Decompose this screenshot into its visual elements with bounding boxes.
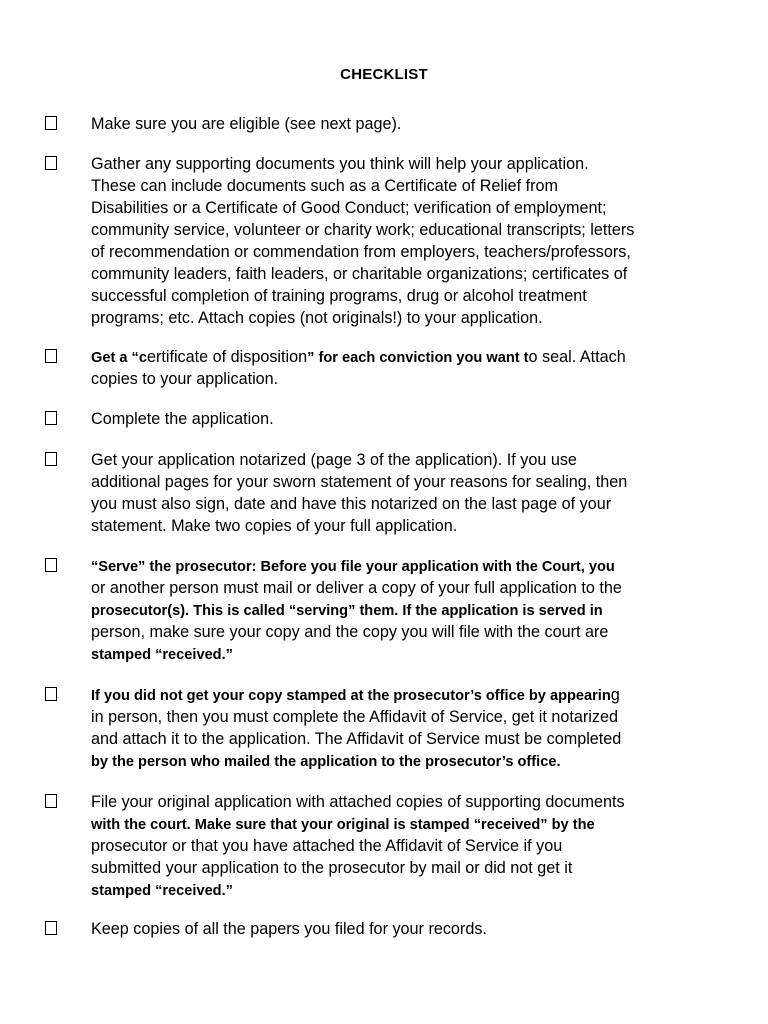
text-line: [91, 555, 691, 577]
checkbox-icon[interactable]: [45, 558, 57, 572]
text-line: [91, 471, 691, 493]
checklist-item-text: [91, 408, 691, 430]
checklist-item-text: [91, 449, 691, 537]
checkbox-icon[interactable]: [45, 921, 57, 935]
text-run: Disabilities or a Certificate of Good Conduct; verification of employment;: [91, 199, 607, 217]
text-run: o seal. Attach: [528, 348, 626, 366]
text-line: [91, 857, 691, 879]
text-run: g: [610, 686, 620, 704]
text-run: copies to your application.: [91, 370, 279, 388]
bold-text-run: ” for each conviction you want t: [307, 350, 529, 366]
text-run: File your original application with attached copies of supporting documents: [91, 793, 625, 811]
bold-text-run: prosecutor(s). This is called “serving” them. If the application is served in: [91, 603, 603, 619]
text-run: Make sure you are eligible (see next page).: [91, 115, 402, 133]
text-line: [91, 346, 691, 368]
text-line: [91, 408, 691, 430]
page-title: CHECKLIST: [340, 66, 428, 83]
checklist-item-text: [91, 555, 691, 665]
text-line: [91, 285, 691, 307]
text-run: ertificate of disposition: [146, 348, 308, 366]
text-run: submitted your application to the prosecutor by mail or did not get it: [91, 859, 573, 877]
text-line: [91, 599, 691, 621]
text-line: [91, 493, 691, 515]
checkbox-icon[interactable]: [45, 794, 57, 808]
text-run: programs; etc. Attach copies (not originals!) to your application.: [91, 309, 543, 327]
text-line: [91, 515, 691, 537]
bold-text-run: “Serve” the prosecutor: Before you file your application with the Court, you: [91, 559, 615, 575]
text-run: statement. Make two copies of your full application.: [91, 517, 458, 535]
checklist-item-text: [91, 346, 691, 390]
text-line: [91, 219, 691, 241]
text-line: [91, 835, 691, 857]
text-line: [91, 791, 691, 813]
text-run: prosecutor or that you have attached the Affidavit of Service if you: [91, 837, 563, 855]
text-line: [91, 813, 691, 835]
bold-text-run: by the person who mailed the application to the prosecutor’s office.: [91, 754, 561, 770]
text-run: or another person must mail or deliver a copy of your full application to the: [91, 579, 622, 597]
text-line: [91, 153, 691, 175]
checkbox-icon[interactable]: [45, 411, 57, 425]
text-line: [91, 307, 691, 329]
bold-text-run: Get a “c: [91, 350, 147, 366]
text-line: [91, 175, 691, 197]
checklist-item-text: [91, 684, 691, 772]
text-line: [91, 750, 691, 772]
checkbox-icon[interactable]: [45, 349, 57, 363]
text-line: [91, 577, 691, 599]
text-run: Get your application notarized (page 3 of the application). If you use: [91, 451, 577, 469]
checklist-item-text: [91, 918, 691, 940]
checkbox-icon[interactable]: [45, 156, 57, 170]
text-line: [91, 643, 691, 665]
text-run: community service, volunteer or charity work; educational transcripts; letters: [91, 221, 635, 239]
text-line: [91, 621, 691, 643]
text-line: [91, 684, 691, 706]
checkbox-icon[interactable]: [45, 452, 57, 466]
text-line: [91, 449, 691, 471]
bold-text-run: stamped “received.”: [91, 883, 233, 899]
bold-text-run: with the court. Make sure that your original is stamped “received” by the: [91, 817, 595, 833]
text-run: community leaders, faith leaders, or charitable organizations; certificates of: [91, 265, 628, 283]
text-run: These can include documents such as a Certificate of Relief from: [91, 177, 558, 195]
checkbox-icon[interactable]: [45, 116, 57, 130]
checklist-item-text: [91, 791, 691, 901]
text-run: successful completion of training programs, drug or alcohol treatment: [91, 287, 587, 305]
text-line: [91, 113, 691, 135]
text-line: [91, 728, 691, 750]
bold-text-run: If you did not get your copy stamped at the prosecutor’s office by appearin: [91, 688, 611, 704]
text-run: you must also sign, date and have this notarized on the last page of your: [91, 495, 612, 513]
text-line: [91, 706, 691, 728]
bold-text-run: stamped “received.”: [91, 647, 233, 663]
text-line: [91, 197, 691, 219]
text-run: person, make sure your copy and the copy you will file with the court are: [91, 623, 609, 641]
text-run: and attach it to the application. The Affidavit of Service must be completed: [91, 730, 622, 748]
text-run: in person, then you must complete the Affidavit of Service, get it notarized: [91, 708, 618, 726]
checklist-item-text: [91, 153, 691, 329]
text-line: [91, 368, 691, 390]
text-line: [91, 879, 691, 901]
checkbox-icon[interactable]: [45, 687, 57, 701]
text-run: Complete the application.: [91, 410, 274, 428]
text-run: additional pages for your sworn statement of your reasons for sealing, then: [91, 473, 628, 491]
text-run: Keep copies of all the papers you filed for your records.: [91, 920, 487, 938]
checklist-item-text: [91, 113, 691, 135]
text-line: [91, 241, 691, 263]
text-run: Gather any supporting documents you think will help your application.: [91, 155, 589, 173]
text-run: of recommendation or commendation from employers, teachers/professors,: [91, 243, 631, 261]
text-line: [91, 918, 691, 940]
text-line: [91, 263, 691, 285]
